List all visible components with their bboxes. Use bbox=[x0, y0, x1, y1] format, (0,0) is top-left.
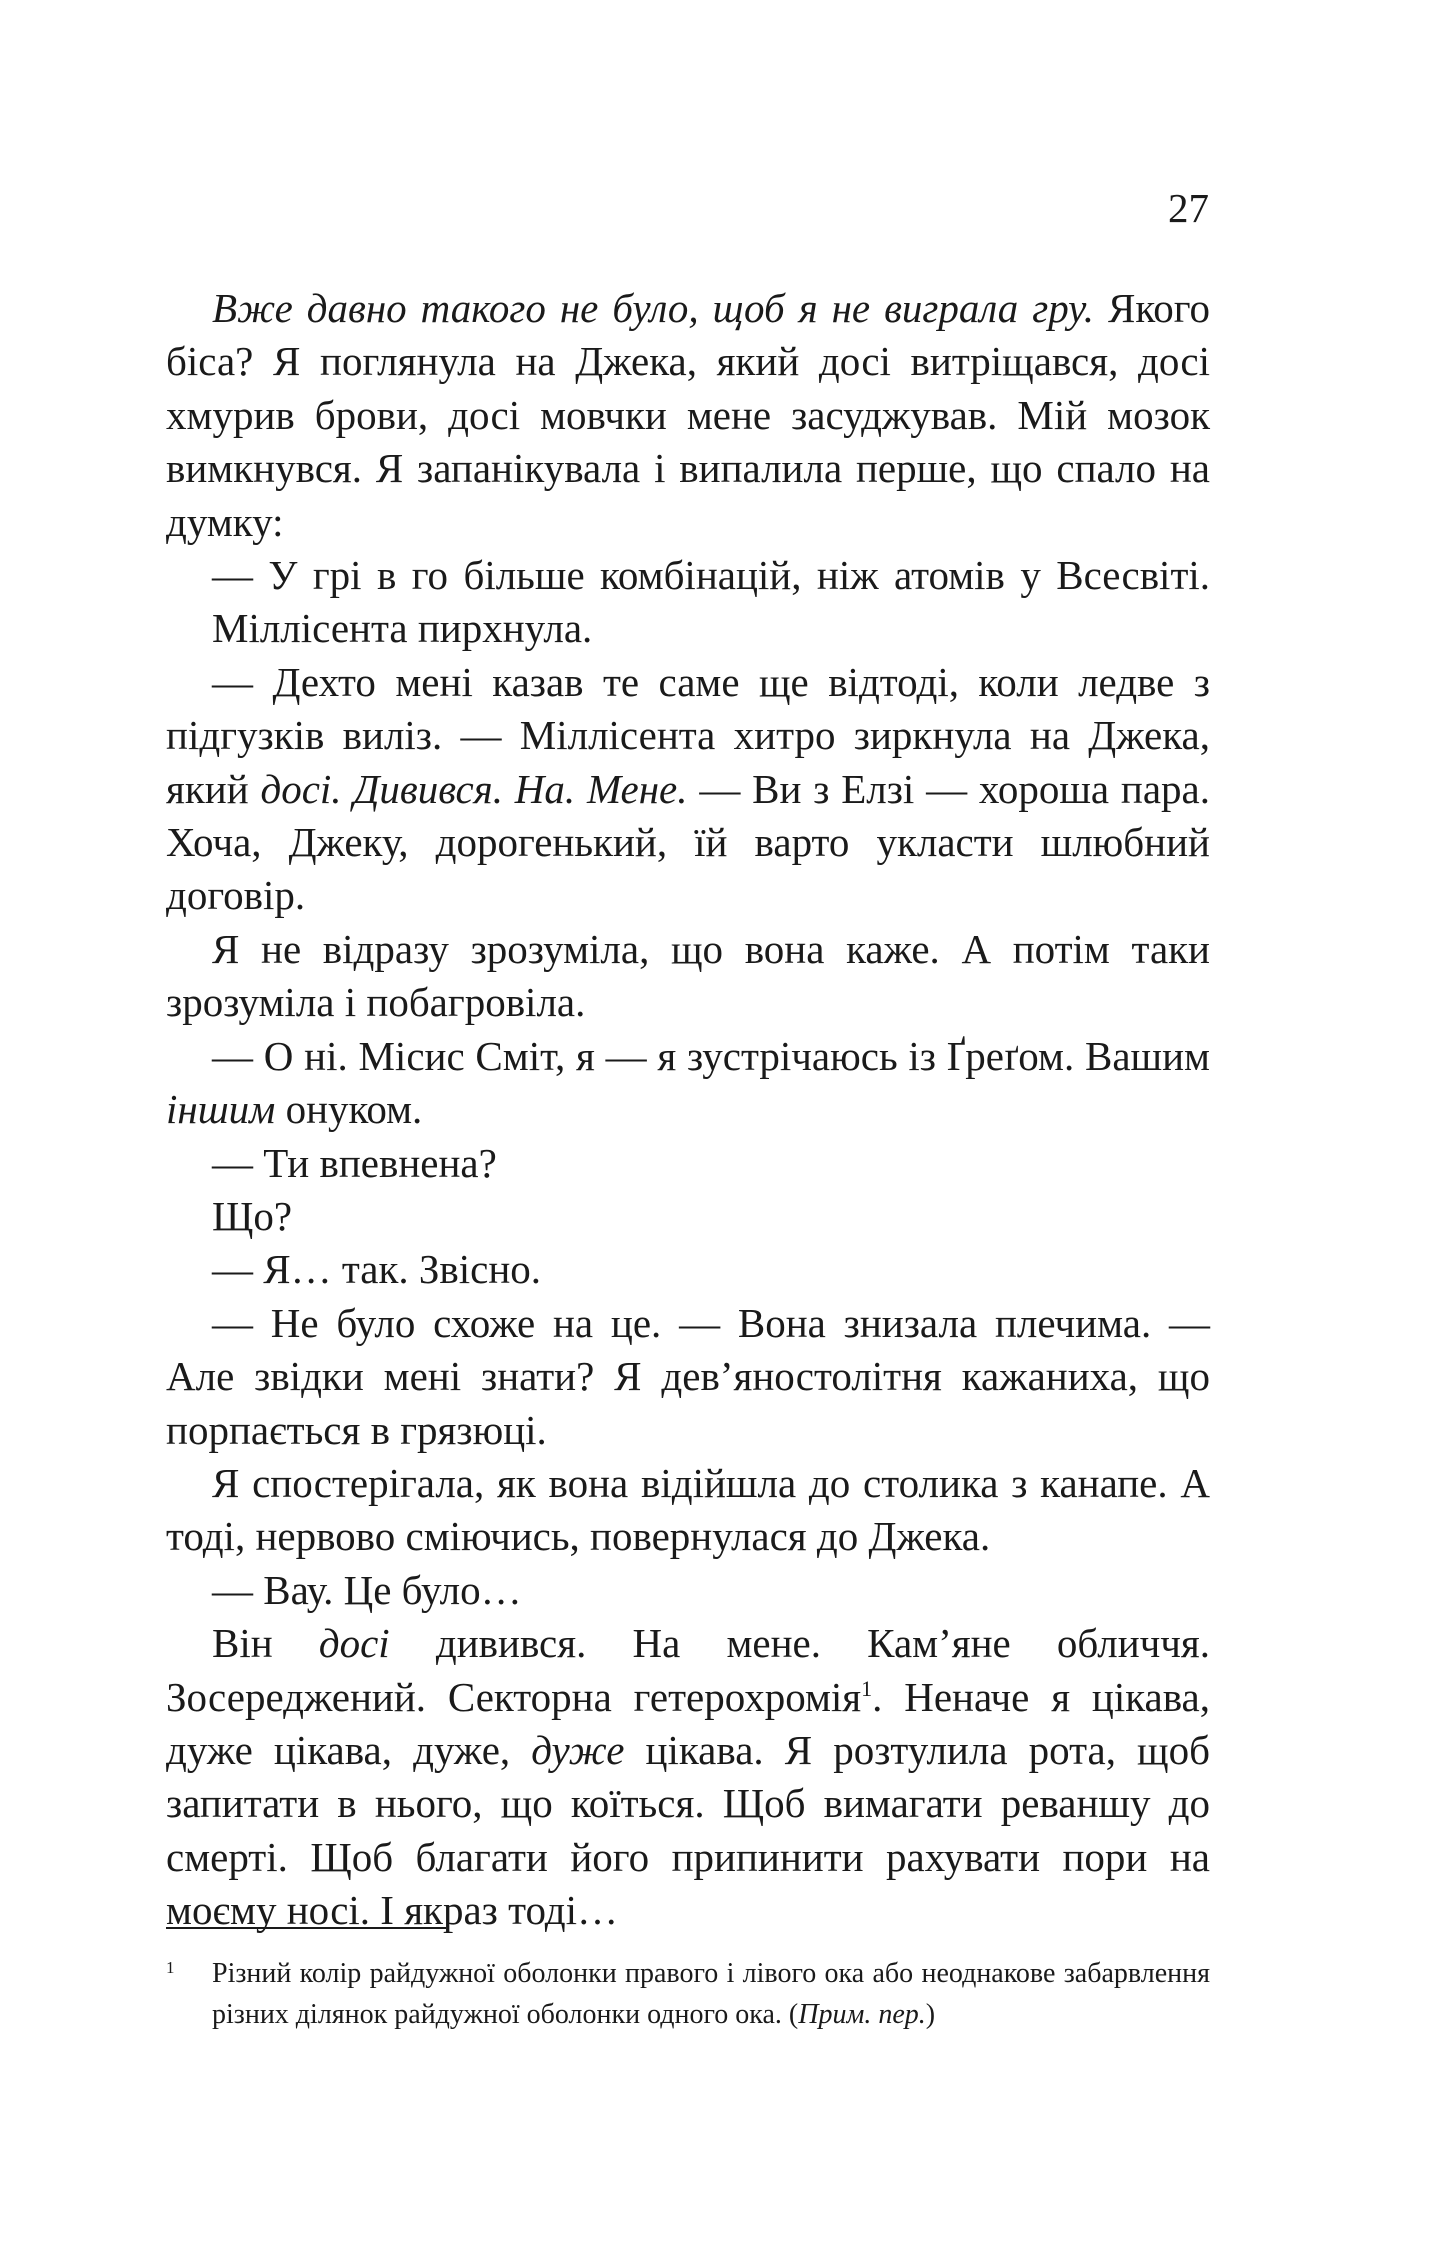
footnote-separator bbox=[166, 1927, 446, 1929]
paragraph bbox=[166, 656, 1210, 923]
paragraph-text: онуком. bbox=[275, 1086, 423, 1133]
footnote-end: ) bbox=[925, 1999, 936, 2030]
italic-phrase: досі bbox=[318, 1620, 390, 1667]
paragraph: Що? bbox=[212, 1192, 293, 1239]
paragraph bbox=[166, 1617, 1210, 1937]
italic-phrase: іншим bbox=[166, 1086, 276, 1133]
paragraph: — Я… так. Звісно. bbox=[212, 1246, 542, 1293]
footnote-mark: 1 bbox=[166, 1958, 175, 1977]
footnote bbox=[166, 1953, 1210, 2035]
paragraph-text: Якого біса? Я поглянула на Джека, який досі витріщався, досі хмурив брови, досі мовчки мене засуджував. Мій мозок вимкнувся. Я запанікувала і випалила перше, що спало на думку: bbox=[166, 285, 1210, 545]
footnote-body: Різний колір райдужної оболонки правого і лівого ока або неоднакове забарвлення різних ділянок райдужної оболонки одного ока. ( bbox=[212, 1958, 1210, 2030]
paragraph: Міллісента пирхнула. bbox=[212, 605, 593, 652]
italic-phrase: дуже bbox=[531, 1726, 625, 1773]
paragraph-text: . Неначе я цікава, дуже цікава, дуже, bbox=[166, 1673, 1210, 1773]
paragraph bbox=[166, 282, 1210, 549]
italic-phrase: досі. Дивився. На. Мене. bbox=[260, 765, 688, 812]
footnote-note: Прим. пер. bbox=[798, 1999, 926, 2030]
paragraph-text: — Ви з Елзі — хороша пара. Хоча, Джеку, дорогенький, їй варто укласти шлюбний договір. bbox=[166, 765, 1210, 919]
paragraph-text: — О ні. Місис Сміт, я — я зустрічаюсь із Ґреґом. Вашим bbox=[212, 1032, 1210, 1079]
italic-phrase: Вже давно такого не було, щоб я не виграла гру. bbox=[212, 285, 1095, 331]
paragraph: — Вау. Це було… bbox=[212, 1566, 522, 1613]
paragraph-text: цікава. Я розтулила рота, щоб запитати в нього, що коїться. Щоб вимагати реваншу до смерті. Щоб благати його припинити рахувати пори на моєму носі. І якраз тоді… bbox=[166, 1726, 1210, 1934]
paragraph: Я спостерігала, як вона відійшла до столика з канапе. А тоді, нервово сміючись, повернулася до Джека. bbox=[166, 1459, 1210, 1560]
paragraph: — Не було схоже на це. — Вона знизала плечима. — Але звідки мені знати? Я дев’яностолітня кажаниха, що порпається в грязюці. bbox=[166, 1299, 1210, 1453]
paragraph-text: — Дехто мені казав те саме ще відтоді, коли ледве з підгузків виліз. — Міллісента хитро зиркнула на Джека, який bbox=[166, 658, 1210, 812]
footnote-text bbox=[212, 1953, 1210, 2035]
paragraph-text: дивився. На мене. Кам’яне обличчя. Зосереджений. Секторна гетерохромія bbox=[166, 1620, 1210, 1720]
page-number: 27 bbox=[1168, 185, 1209, 231]
body-text bbox=[166, 282, 1210, 1938]
footnote-reference[interactable]: 1 bbox=[861, 1675, 873, 1701]
paragraph-text: Він bbox=[212, 1620, 319, 1667]
paragraph: Я не відразу зрозуміла, що вона каже. А потім таки зрозуміла і побагровіла. bbox=[166, 925, 1210, 1026]
paragraph: — У грі в го більше комбінацій, ніж атомів у Всесвіті. bbox=[212, 552, 1210, 599]
paragraph bbox=[166, 1030, 1210, 1137]
paragraph: — Ти впевнена? bbox=[212, 1139, 497, 1186]
